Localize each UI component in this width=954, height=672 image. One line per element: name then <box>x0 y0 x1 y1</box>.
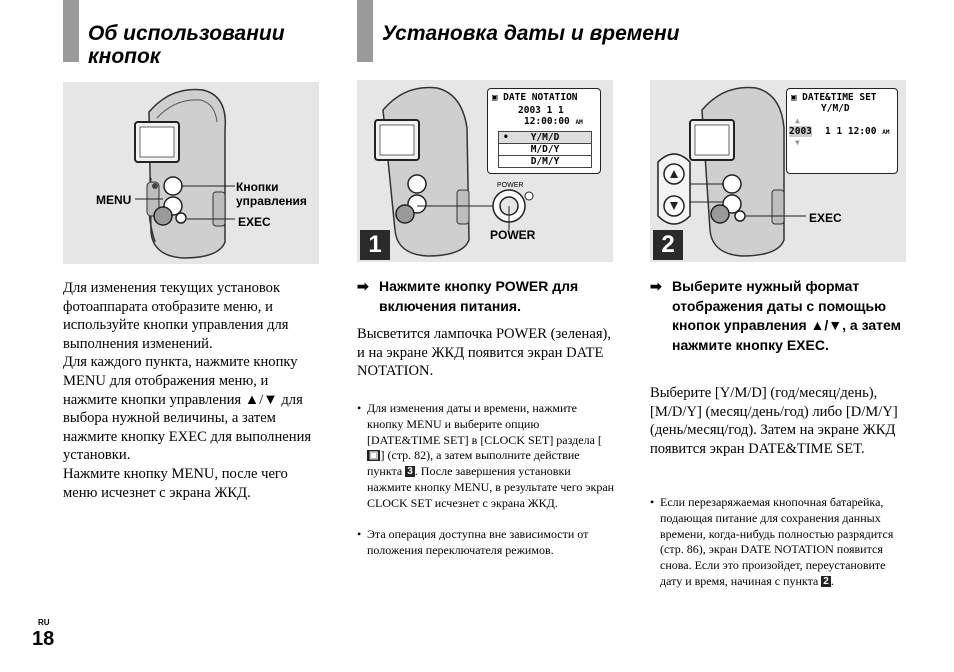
power-label: POWER <box>490 228 536 242</box>
lcd-date-time: 1 1 12:00 AM <box>825 126 890 137</box>
option-ymd[interactable]: • Y/M/D <box>498 131 592 144</box>
left-title-bar <box>63 0 79 62</box>
left-section-title: Об использовании кнопок <box>88 22 285 68</box>
arrow-right-icon: ➡ <box>650 278 662 294</box>
toolbox-icon: ▣ <box>369 450 379 462</box>
exec-label-step2: EXEC <box>809 211 842 225</box>
step-1-number: 1 <box>360 230 390 260</box>
date-notation-screen <box>487 88 601 174</box>
toolbox-icon: ▣ <box>791 93 797 103</box>
down-triangle-icon: ▼ <box>795 138 800 147</box>
middle-section-title: Установка даты и времени <box>382 22 680 45</box>
page-number: 18 <box>32 628 55 650</box>
left-paragraph-1: Для изменения текущих установок фотоаппарата отобразите меню, и используйте кнопки управления для выполнения изменений. <box>63 280 289 352</box>
left-figure <box>63 82 319 264</box>
language-code: RU <box>38 618 50 627</box>
date-time-set-screen <box>786 88 898 174</box>
left-paragraph-2: Для каждого пункта, нажмите кнопку MENU для отображения меню, и нажмите кнопки управления ▲/▼ для выбора нужной величины, а затем нажмите кнопку EXEC для выполнения установки. <box>63 354 312 464</box>
left-paragraph-3: Нажмите кнопку MENU, после чего меню исчезнет с экрана ЖКД. <box>63 465 288 501</box>
step2-figure <box>650 80 906 262</box>
date-time-set-title: ▣ DATE&TIME SET <box>791 92 877 103</box>
left-body-text <box>63 279 323 502</box>
option-dmy[interactable]: D/M/Y <box>498 155 592 168</box>
arrow-right-icon: ➡ <box>357 278 369 294</box>
step-2-instruction: ➡ Выберите нужный формат отображения даты с помощью кнопок управления ▲/▼, а затем нажмите кнопку EXEC. <box>650 278 901 353</box>
step-1-instruction: ➡ Нажмите кнопку POWER для включения питания. <box>357 278 579 314</box>
lcd-time: 12:00:00 AM <box>524 116 583 127</box>
step-2-number: 2 <box>653 230 683 260</box>
camera-illustration <box>63 82 319 264</box>
step1-figure <box>357 80 613 262</box>
power-arc-label: POWER <box>497 182 524 189</box>
step-2-bullet-1: • Если перезаряжаемая кнопочная батарейка, подающая питание для сохранения данных времени, когда-нибудь полностью разрядится (стр. 86), экран DATE NOTATION появится снова. Если это произойдет, переустановите дату и время, начиная с пункта 2 . <box>650 495 894 588</box>
toolbox-icon: ▣ <box>492 93 498 103</box>
up-triangle-icon: ▲ <box>795 116 800 125</box>
middle-title-bar <box>357 0 373 62</box>
control-buttons-label: Кнопки управления <box>236 180 307 208</box>
lcd-format: Y/M/D <box>821 103 850 114</box>
date-notation-title: ▣ DATE NOTATION <box>492 92 578 103</box>
menu-label: MENU <box>96 193 132 207</box>
step-ref-3: 3 <box>407 466 413 478</box>
lcd-date: 2003 1 1 <box>518 105 564 116</box>
option-mdy[interactable]: M/D/Y <box>498 143 592 156</box>
step-1-bullet-2: • Эта операция доступна вне зависимости от положения переключателя режимов. <box>357 527 589 557</box>
lcd-year[interactable]: 2003 <box>789 126 812 137</box>
step-ref-2: 2 <box>823 575 829 587</box>
step-2-body: Выберите [Y/M/D] (год/месяц/день), [M/D/Y] (месяц/день/год) либо [D/M/Y] (день/месяц/год). Затем на экране ЖКД появится экран DATE&TIME SET. <box>650 385 898 457</box>
step-1-bullet-1: • Для изменения даты и времени, нажмите кнопку MENU и выберите опцию [DATE&TIME SET] в [CLOCK SET] раздела [▣ ] (стр. 82), а затем выполните действие пункта 3 . После завершения установки нажмите кнопку MENU, в результате чего экран CLOCK SET исчезнет с экрана ЖКД. <box>357 401 615 510</box>
step-1-body: Высветится лампочка POWER (зеленая), и на экране ЖКД появится экран DATE NOTATION. <box>357 326 612 380</box>
exec-label: EXEC <box>238 215 271 229</box>
